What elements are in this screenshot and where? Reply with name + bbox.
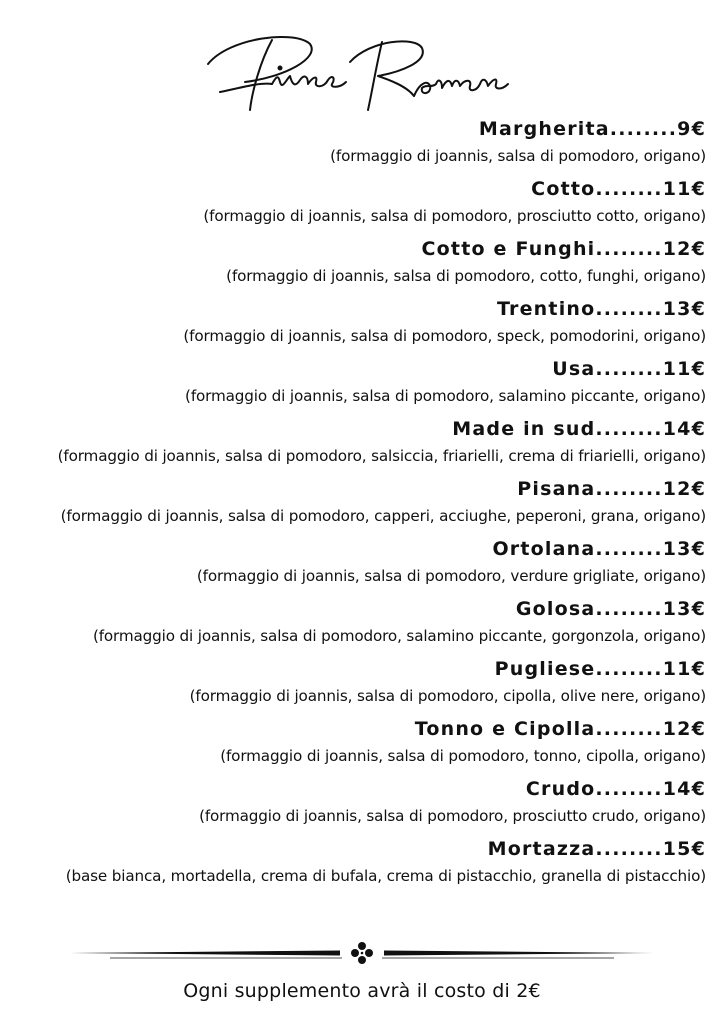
item-description: (formaggio di joannis, salsa di pomodoro, capperi, acciughe, peperoni, grana, origano) xyxy=(60,507,706,525)
fleur-ornament-icon xyxy=(351,942,373,964)
menu-item xyxy=(6,716,706,776)
item-description: (formaggio di joannis, salsa di pomodoro, verdure grigliate, origano) xyxy=(196,567,706,585)
menu-title-logo xyxy=(200,22,510,122)
item-name-price: Made in sud........14€ xyxy=(452,418,706,440)
item-name-price: Trentino........13€ xyxy=(496,298,706,320)
menu-item xyxy=(6,116,706,176)
menu-item xyxy=(6,356,706,416)
item-name-price: Cotto........11€ xyxy=(531,178,706,200)
item-name-price: Pugliese........11€ xyxy=(494,658,706,680)
item-description: (formaggio di joannis, salsa di pomodoro, prosciutto crudo, origano) xyxy=(199,807,706,825)
item-name-price: Tonno e Cipolla........12€ xyxy=(414,718,706,740)
item-name-price: Margherita........9€ xyxy=(478,118,706,140)
item-name-price: Mortazza........15€ xyxy=(487,838,706,860)
menu-item xyxy=(6,776,706,836)
item-description: (formaggio di joannis, salsa di pomodoro, origano) xyxy=(330,147,706,165)
item-name-price: Crudo........14€ xyxy=(525,778,706,800)
menu-item xyxy=(6,176,706,236)
item-name-price: Cotto e Funghi........12€ xyxy=(421,238,706,260)
item-description: (formaggio di joannis, salsa di pomodoro, cipolla, olive nere, origano) xyxy=(189,687,706,705)
pinsa-menu-list xyxy=(6,116,706,896)
item-name-price: Ortolana........13€ xyxy=(492,538,706,560)
menu-item xyxy=(6,296,706,356)
item-description: (formaggio di joannis, salsa di pomodoro, speck, pomodorini, origano) xyxy=(183,327,706,345)
item-description: (formaggio di joannis, salsa di pomodoro, tonno, cipolla, origano) xyxy=(220,747,706,765)
item-description: (formaggio di joannis, salsa di pomodoro, salamino piccante, origano) xyxy=(185,387,706,405)
item-description: (base bianca, mortadella, crema di bufala, crema di pistacchio, granella di pistacchio) xyxy=(65,867,706,885)
menu-item xyxy=(6,836,706,896)
menu-item xyxy=(6,656,706,716)
item-description: (formaggio di joannis, salsa di pomodoro, salsiccia, friarielli, crema di friarielli, origano) xyxy=(57,447,706,465)
item-description: (formaggio di joannis, salsa di pomodoro, salamino piccante, gorgonzola, origano) xyxy=(92,627,706,645)
menu-item xyxy=(6,236,706,296)
menu-item xyxy=(6,416,706,476)
item-description: (formaggio di joannis, salsa di pomodoro, prosciutto cotto, origano) xyxy=(203,207,706,225)
supplement-note: Ogni supplemento avrà il costo di 2€ xyxy=(183,980,541,1002)
menu-item xyxy=(6,476,706,536)
item-name-price: Golosa........13€ xyxy=(515,598,706,620)
item-description: (formaggio di joannis, salsa di pomodoro, cotto, funghi, origano) xyxy=(226,267,706,285)
menu-item xyxy=(6,536,706,596)
ornament-divider xyxy=(70,938,654,968)
item-name-price: Usa........11€ xyxy=(552,358,706,380)
menu-item xyxy=(6,596,706,656)
item-name-price: Pisana........12€ xyxy=(517,478,706,500)
